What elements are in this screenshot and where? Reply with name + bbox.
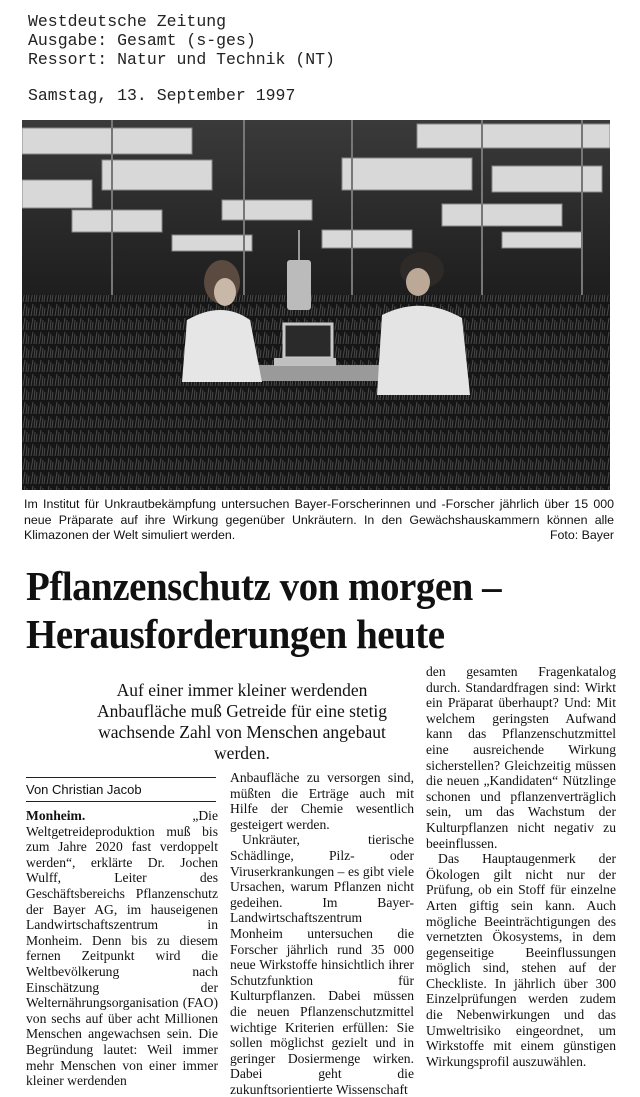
publication-meta xyxy=(28,12,335,69)
paragraph: den gesamten Fragenkatalog durch. Standardfragen sind: Wirkt ein Präparat überhaupt? Und: Mit welchem geringsten Aufwand kann das Pflanzenschutzmittel eine ausreichende Wirkung sicherstellen? Gleichzeitig müssen die neuen „Kandidaten“ Nützlinge schonen und pflanzenverträglich sein, um das Wachstum der Kulturpflanzen nicht negativ zu beeinflussen. xyxy=(426,664,616,851)
subheadline: Auf einer immer kleiner werdenden Anbaufläche muß Getreide für eine stetig wachsende Zahl von Menschen angebaut werden. xyxy=(96,680,388,763)
greenhouse-photo xyxy=(22,120,610,490)
publication-name: Westdeutsche Zeitung xyxy=(28,12,227,31)
paragraph xyxy=(26,808,218,1089)
section-label: Ressort: Natur und Technik (NT) xyxy=(28,50,335,69)
byline: Von Christian Jacob xyxy=(26,782,142,797)
paragraph: Unkräuter, tierische Schädlinge, Pilz- oder Viruserkrankungen – es gibt viele Ursachen, warum Pflanzen nicht gedeihen. Im Bayer-Landwirtschaftszentrum Monheim untersuchen die Forscher jährlich rund 35 000 neue Wirkstoffe hinsichtlich ihrer Schutzfunktion für Kulturpflanzen. Dabei müssen die neuen Pflanzenschutzmittel wichtige Kriterien erfüllen: Sie sollen möglichst gezielt und in geringer Dosiermenge wirken. Dabei geht die zukunftsorientierte Wissenschaft xyxy=(230,832,414,1097)
headline-line-2: Herausforderungen heute xyxy=(26,611,445,657)
article-column-3 xyxy=(426,664,616,1069)
headline xyxy=(26,562,596,658)
paragraph: Anbaufläche zu versorgen sind, müßten die Erträge auch mit Hilfe der Chemie wesentlich gesteigert werden. xyxy=(230,770,414,832)
photo-caption xyxy=(24,497,614,544)
edition-label: Ausgabe: Gesamt (s-ges) xyxy=(28,31,256,50)
greenhouse-photo-icon xyxy=(22,120,610,490)
article-column-1 xyxy=(26,808,218,1089)
photo-credit: Foto: Bayer xyxy=(549,528,614,542)
paragraph: Das Hauptaugenmerk der Ökologen gilt nicht nur der Prüfung, ob ein Stoff für einzelne Arten giftig sein kann. Auch mögliche Beeinträchtigungen des vernetzten Ökosystems, in dem gegenseitige Beeinflussungen möglich sind, stehen auf der Checkliste. In jährlich über 300 Einzelprüfungen werden zudem die Nebenwirkungen und das Umweltrisiko eingeordnet, um Wirkstoffe mit einem günstigen Wirkungsprofil auszuwählen. xyxy=(426,851,616,1069)
caption-text: Im Institut für Unkrautbekämpfung untersuchen Bayer-Forscherinnen und -Forscher jährlich über 15 000 neue Präparate auf ihre Wirkung gegenüber Unkräutern. In den Gewächshauskammern können alle Klimazonen der Welt simuliert werden. xyxy=(24,497,614,542)
dateline: Monheim. xyxy=(26,808,86,823)
byline-rule-bottom xyxy=(26,801,216,802)
byline-rule-top xyxy=(26,777,216,778)
issue-date: Samstag, 13. September 1997 xyxy=(28,86,296,105)
article-column-2 xyxy=(230,770,414,1097)
headline-line-1: Pflanzenschutz von morgen – xyxy=(26,563,502,609)
paragraph-text: „Die Weltgetreideproduktion muß bis zum Jahre 2020 fast verdoppelt werden“, erklärte Dr. Jochen Wulff, Leiter des Geschäftsbereichs Pflanzenschutz der Bayer AG, im hauseigenen Landwirtschaftszentrum in Monheim. Denn bis zu diesem fernen Zeitpunkt wird die Weltbevölkerung nach Einschätzung der Welternährungsorganisation (FAO) von sechs auf über acht Millionen Menschen angewachsen sein. Die Begründung lautet: Weil immer mehr Menschen von einer immer kleiner werdenden xyxy=(26,808,218,1089)
